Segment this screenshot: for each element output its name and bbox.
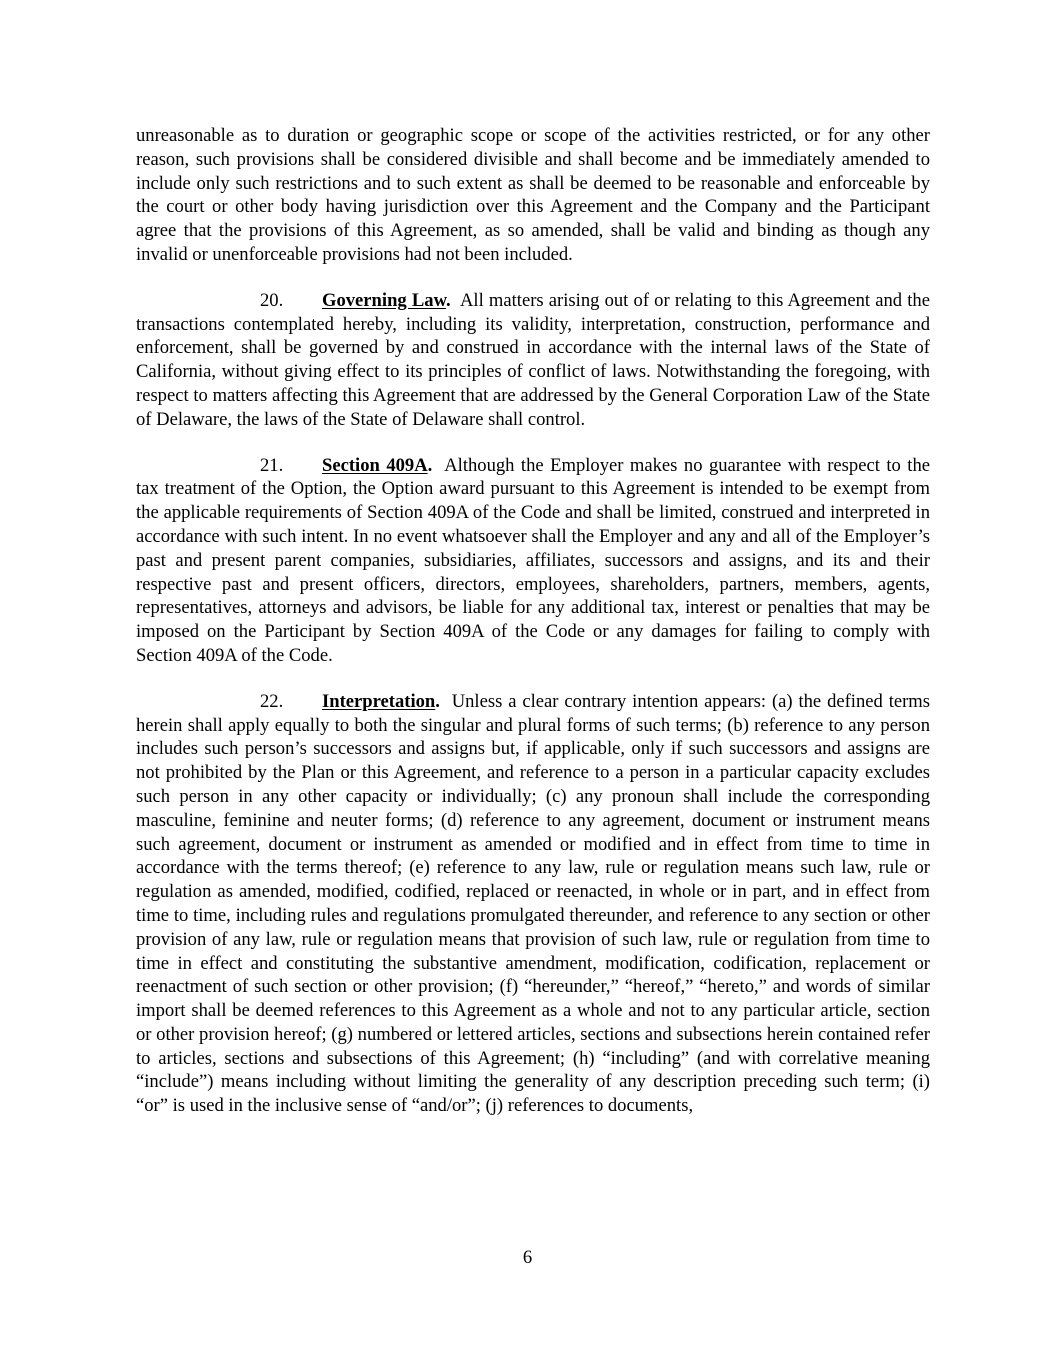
- section-number: 22.: [260, 690, 284, 712]
- document-page: [136, 124, 930, 1140]
- section-20-paragraph: [136, 289, 930, 432]
- section-22-paragraph: [136, 690, 930, 1118]
- section-body: All matters arising out of or relating to this Agreement and the transactions contemplated hereby, including its validity, interpretation, construction, performance and enforcement, shall be governed by and construed in accordance with the internal laws of the State of California, without giving effect to its principles of conflict of laws. Notwithstanding the foregoing, with respect to matters affecting this Agreement that are addressed by the General Corporation Law of the State of Delaware, the laws of the State of Delaware shall control.: [136, 289, 930, 430]
- section-number: 20.: [260, 289, 284, 311]
- section-heading: Governing Law: [322, 289, 446, 311]
- page-number: 6: [522, 1247, 533, 1268]
- heading-punct: .: [427, 454, 433, 476]
- heading-punct: .: [435, 690, 440, 712]
- section-heading: Section 409A: [322, 454, 428, 476]
- heading-punct: .: [445, 289, 451, 311]
- section-heading: Interpretation: [322, 690, 436, 712]
- section-number: 21.: [260, 454, 284, 476]
- section-body: Although the Employer makes no guarantee with respect to the tax treatment of the Option, the Option award pursuant to this Agreement is intended to be exempt from the applicable requirements of Section 409A of the Code and shall be limited, construed and interpreted in accordance with such intent. In no event whatsoever shall the Employer and any and all of the Employer’s past and present parent companies, subsidiaries, affiliates, successors and assigns, and its and their respective past and present officers, directors, employees, shareholders, partners, members, agents, representatives, attorneys and advisors, be liable for any additional tax, interest or penalties that may be imposed on the Participant by Section 409A of the Code or any damages for failing to comply with Section 409A of the Code.: [136, 454, 930, 666]
- section-body: Unless a clear contrary intention appears: (a) the defined terms herein shall apply equally to both the singular and plural forms of such terms; (b) reference to any person includes such person’s successors and assigns but, if applicable, only if such successors and assigns are not prohibited by the Plan or this Agreement, and reference to a person in a particular capacity excludes such person in any other capacity or individually; (c) any pronoun shall include the corresponding masculine, feminine and neuter forms; (d) reference to any agreement, document or instrument means such agreement, document or instrument as amended or modified and in effect from time to time in accordance with the terms thereof; (e) reference to any law, rule or regulation means such law, rule or regulation as amended, modified, codified, replaced or reenacted, in whole or in part, and in effect from time to time, including rules and regulations promulgated thereunder, and reference to any section or other provision of any law, rule or regulation means that provision of such law, rule or regulation from time to time in effect and constituting the substantive amendment, modification, codification, replacement or reenactment of such section or other provision; (f) “hereunder,” “hereof,” “hereto,” and words of similar import shall be deemed references to this Agreement as a whole and not to any particular article, section or other provision hereof; (g) numbered or lettered articles, sections and subsections herein contained refer to articles, sections and subsections of this Agreement; (h) “including” (and with correlative meaning “include”) means including without limiting the generality of any description preceding such term; (i) “or” is used in the inclusive sense of “and/or”; (j) references to documents,: [136, 690, 931, 1117]
- continuation-paragraph: unreasonable as to duration or geographic scope or scope of the activities restricted, or for any other reason, such provisions shall be considered divisible and shall become and be immediately amended to include only such restrictions and to such extent as shall be deemed to be reasonable and enforceable by the court or other body having jurisdiction over this Agreement and the Company and the Participant agree that the provisions of this Agreement, as so amended, shall be valid and binding as though any invalid or unenforceable provisions had not been included.: [136, 125, 930, 265]
- section-21-paragraph: [136, 454, 930, 668]
